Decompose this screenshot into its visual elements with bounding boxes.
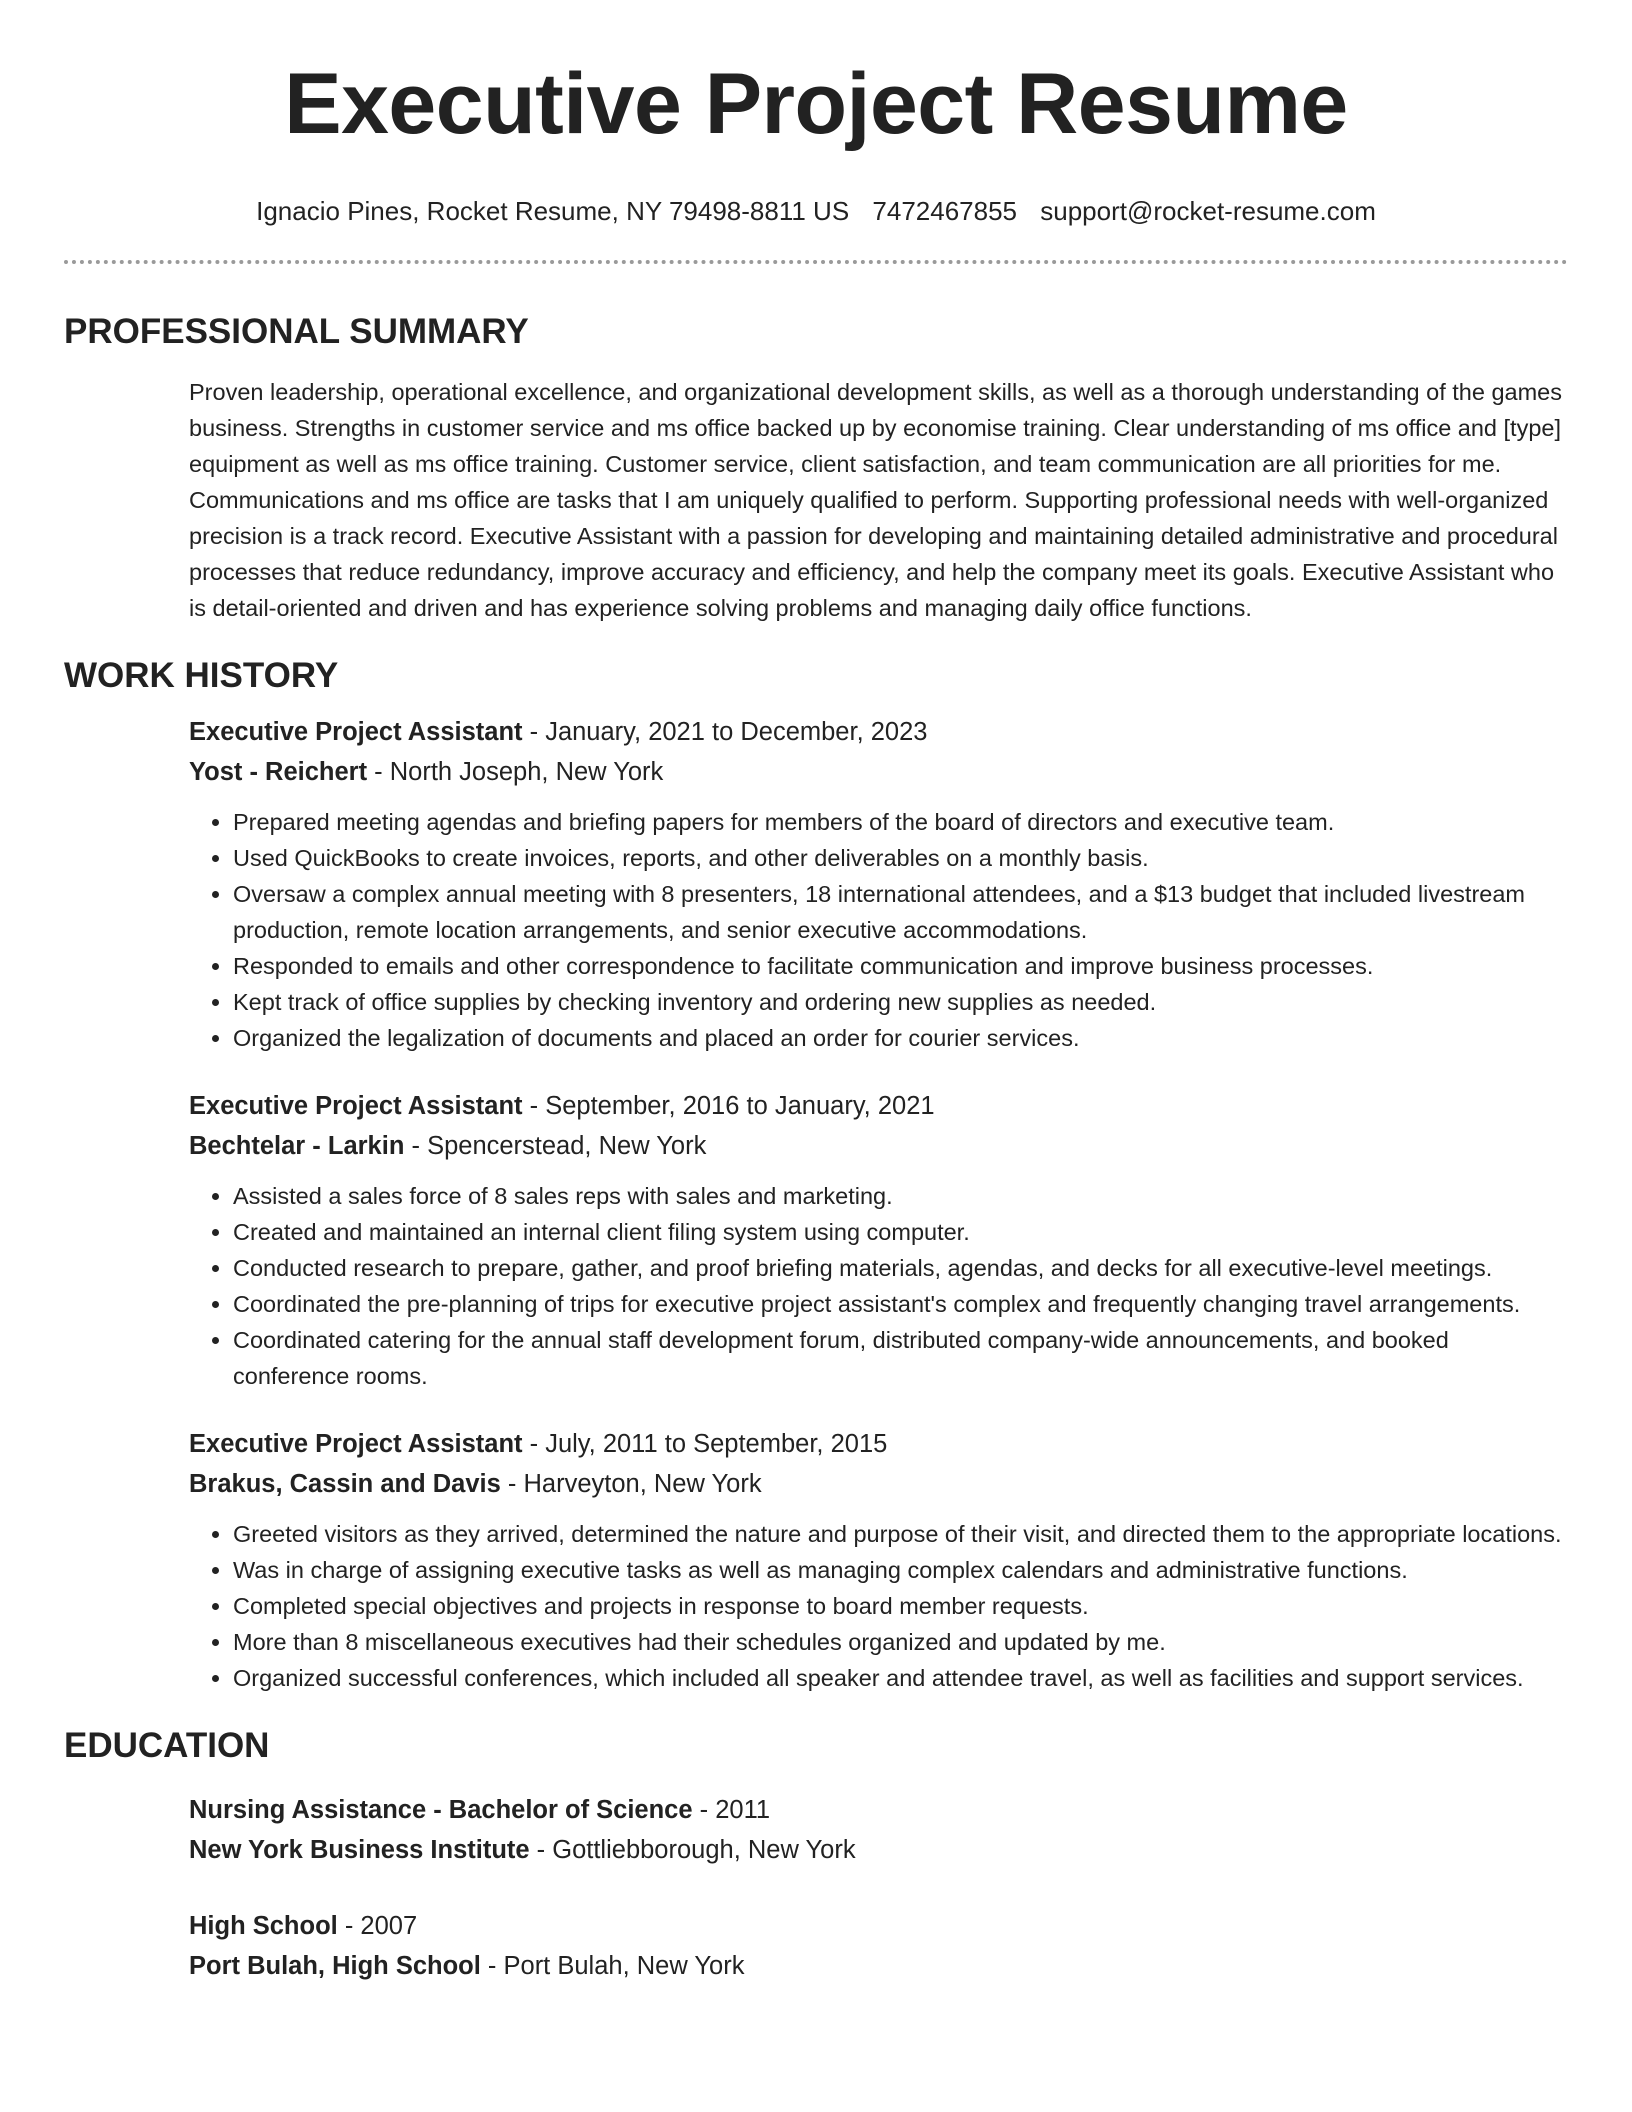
- job-bullet: • Prepared meeting agendas and briefing papers for members of the board of directors and executive team.: [233, 804, 1569, 840]
- job-dates: - January, 2021 to December, 2023: [522, 718, 928, 746]
- contact-phone[interactable]: 7472467855: [872, 196, 1018, 226]
- summary-heading: PROFESSIONAL SUMMARY: [64, 312, 529, 351]
- job-bullets: [189, 804, 1569, 1056]
- job-title: Executive Project Assistant: [189, 1092, 523, 1120]
- job-company-line: [189, 752, 1569, 792]
- job-entry: [189, 1086, 1569, 1394]
- job-company-line: [189, 1126, 1569, 1166]
- job-bullet: • Organized the legalization of documents and placed an order for courier services.: [233, 1020, 1569, 1056]
- job-bullet: • Coordinated catering for the annual staff development forum, distributed company-wide announcements, and booked conference rooms.: [233, 1322, 1569, 1394]
- contact-email[interactable]: support@rocket-resume.com: [1040, 196, 1376, 226]
- job-bullet: • Coordinated the pre-planning of trips for executive project assistant's complex and frequently changing travel arrangements.: [233, 1286, 1569, 1322]
- contact-line: [0, 194, 1632, 228]
- contact-address: Ignacio Pines, Rocket Resume, NY 79498-8811 US: [256, 196, 850, 226]
- job-title: Executive Project Assistant: [189, 718, 523, 746]
- header-divider: [64, 260, 1568, 264]
- job-title-line: [189, 1424, 1569, 1464]
- job-entry: [189, 712, 1569, 1056]
- job-company: Yost - Reichert: [189, 758, 368, 786]
- education-school-line: [189, 1830, 1569, 1870]
- job-location: - Harveyton, New York: [500, 1470, 762, 1498]
- education-school-line: [189, 1946, 1569, 1986]
- education-year: - 2007: [337, 1912, 418, 1940]
- education-school: New York Business Institute: [189, 1836, 530, 1864]
- education-location: - Gottliebborough, New York: [529, 1836, 856, 1864]
- education-section: [189, 1790, 1569, 1986]
- work-history-heading: WORK HISTORY: [64, 656, 339, 695]
- job-bullet: • Oversaw a complex annual meeting with 8 presenters, 18 international attendees, and a $13 budget that included livestream production, remote location arrangements, and senior executive accommodations.: [233, 876, 1569, 948]
- job-location: - Spencerstead, New York: [404, 1132, 707, 1160]
- job-company: Brakus, Cassin and Davis: [189, 1470, 501, 1498]
- job-bullet: • Kept track of office supplies by checking inventory and ordering new supplies as needed.: [233, 984, 1569, 1020]
- job-bullet: • Used QuickBooks to create invoices, reports, and other deliverables on a monthly basis.: [233, 840, 1569, 876]
- job-title-line: [189, 712, 1569, 752]
- job-entry: [189, 1424, 1569, 1696]
- education-degree: Nursing Assistance - Bachelor of Science: [189, 1796, 693, 1824]
- job-bullet: • Was in charge of assigning executive tasks as well as managing complex calendars and administrative functions.: [233, 1552, 1569, 1588]
- job-bullet: • Greeted visitors as they arrived, determined the nature and purpose of their visit, and directed them to the appropriate locations.: [233, 1516, 1569, 1552]
- education-entry: [189, 1906, 1569, 1986]
- job-bullets: [189, 1178, 1569, 1394]
- education-degree-line: [189, 1790, 1569, 1830]
- education-school: Port Bulah, High School: [189, 1952, 481, 1980]
- job-bullet: • More than 8 miscellaneous executives had their schedules organized and updated by me.: [233, 1624, 1569, 1660]
- job-bullet: • Responded to emails and other correspondence to facilitate communication and improve business processes.: [233, 948, 1569, 984]
- summary-section: [189, 374, 1569, 626]
- education-heading: EDUCATION: [64, 1726, 270, 1765]
- education-year: - 2011: [692, 1796, 771, 1824]
- job-bullet: • Organized successful conferences, which included all speaker and attendee travel, as well as facilities and support services.: [233, 1660, 1569, 1696]
- job-bullet: • Created and maintained an internal client filing system using computer.: [233, 1214, 1569, 1250]
- job-dates: - July, 2011 to September, 2015: [522, 1430, 888, 1458]
- job-bullet: • Assisted a sales force of 8 sales reps with sales and marketing.: [233, 1178, 1569, 1214]
- job-title: Executive Project Assistant: [189, 1430, 523, 1458]
- education-location: - Port Bulah, New York: [480, 1952, 745, 1980]
- job-bullet: • Completed special objectives and projects in response to board member requests.: [233, 1588, 1569, 1624]
- job-bullets: [189, 1516, 1569, 1696]
- education-entry: [189, 1790, 1569, 1870]
- job-location: - North Joseph, New York: [367, 758, 664, 786]
- education-degree: High School: [189, 1912, 338, 1940]
- work-history-section: [189, 712, 1569, 1696]
- job-title-line: [189, 1086, 1569, 1126]
- job-dates: - September, 2016 to January, 2021: [522, 1092, 935, 1120]
- resume-title: Executive Project Resume: [284, 56, 1348, 152]
- education-degree-line: [189, 1906, 1569, 1946]
- job-company: Bechtelar - Larkin: [189, 1132, 405, 1160]
- job-bullet: • Conducted research to prepare, gather, and proof briefing materials, agendas, and decks for all executive-level meetings.: [233, 1250, 1569, 1286]
- resume-header: [0, 0, 1632, 228]
- summary-text: Proven leadership, operational excellence, and organizational development skills, as well as a thorough understanding of the games business. Strengths in customer service and ms office backed up by economise training. Clear understanding of ms office and [type] equipment as well as ms office training. Customer service, client satisfaction, and team communication are all priorities for me. Communications and ms office are tasks that I am uniquely qualified to perform. Supporting professional needs with well-organized precision is a track record. Executive Assistant with a passion for developing and maintaining detailed administrative and procedural processes that reduce redundancy, improve accuracy and efficiency, and help the company meet its goals. Executive Assistant who is detail-oriented and driven and has experience solving problems and managing daily office functions.: [189, 379, 1562, 621]
- job-company-line: [189, 1464, 1569, 1504]
